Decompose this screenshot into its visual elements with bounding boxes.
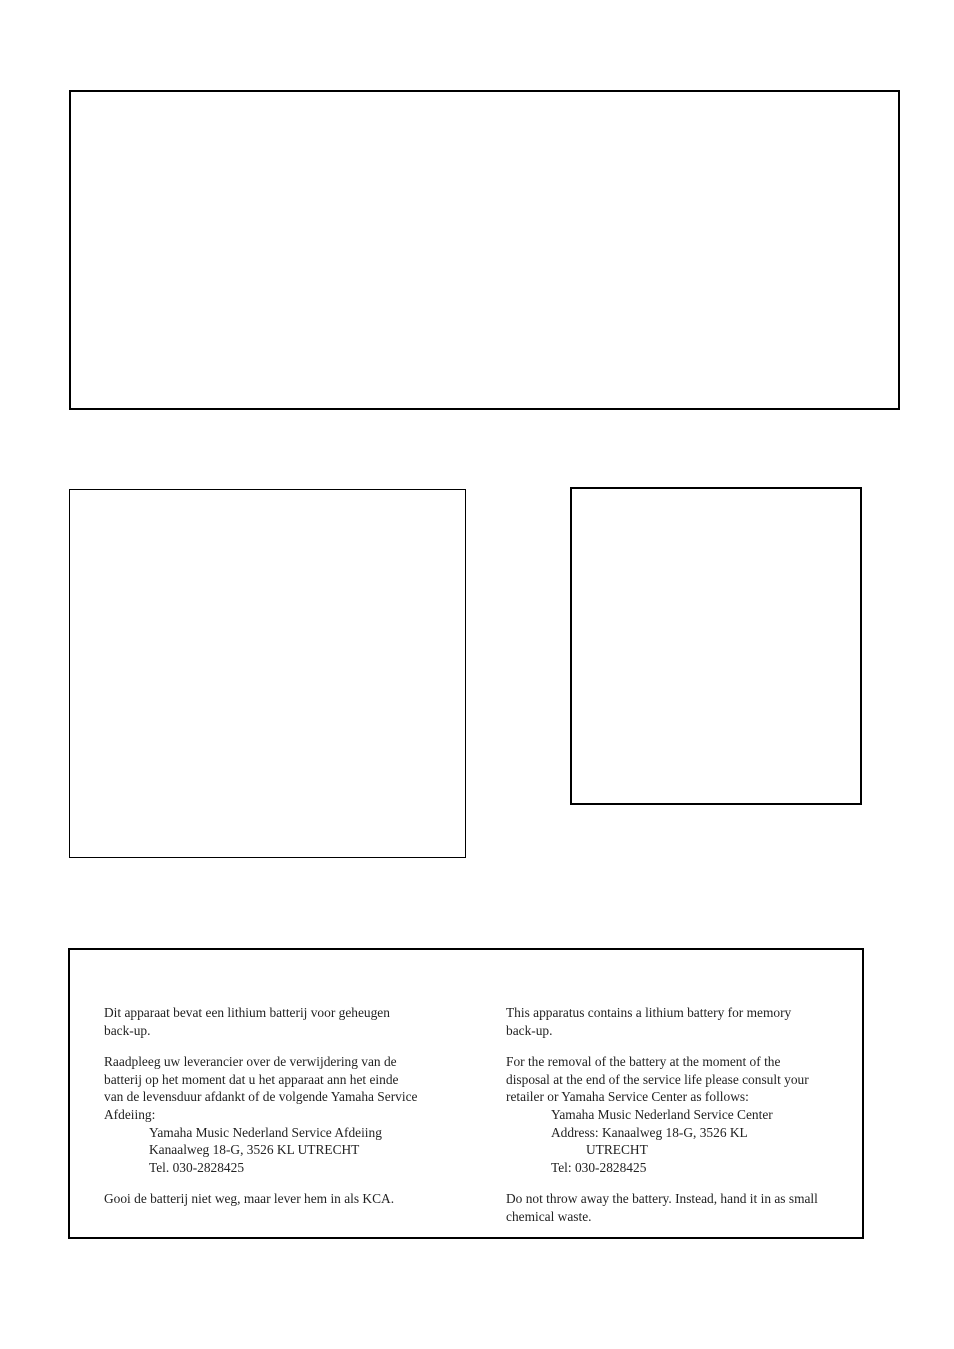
english-paragraph-2 <box>506 1053 856 1176</box>
text-line: van de levensduur afdankt of de volgende Yamaha Service <box>104 1089 418 1105</box>
text-line: chemical waste. <box>506 1208 592 1224</box>
battery-notice-dutch <box>104 1004 454 1222</box>
address-line: Yamaha Music Nederland Service Center <box>551 1106 773 1122</box>
text-line: Raadpleeg uw leverancier over de verwijdering van de <box>104 1054 397 1070</box>
text-line: This apparatus contains a lithium battery for memory <box>506 1005 792 1020</box>
top-frame <box>69 90 900 410</box>
text-line: Afdeiing: <box>104 1106 156 1122</box>
english-paragraph-1 <box>506 1004 856 1039</box>
text-line: Dit apparaat bevat een lithium batterij voor geheugen <box>104 1005 390 1020</box>
dutch-paragraph-1 <box>104 1004 454 1039</box>
text-line: back-up. <box>104 1022 151 1038</box>
text-line: Do not throw away the battery. Instead, hand it in as small <box>506 1191 818 1207</box>
text-line: retailer or Yamaha Service Center as follows: <box>506 1089 749 1105</box>
dutch-paragraph-2 <box>104 1053 454 1176</box>
english-paragraph-3 <box>506 1190 856 1225</box>
middle-right-frame <box>570 487 862 805</box>
text-line: disposal at the end of the service life please consult your <box>506 1071 809 1087</box>
address-line: Tel. 030-2828425 <box>149 1159 245 1175</box>
text-line: batterij op het moment dat u het apparaat ann het einde <box>104 1071 399 1087</box>
address-line: Address: Kanaalweg 18-G, 3526 KL <box>551 1124 748 1140</box>
text-line: For the removal of the battery at the moment of the <box>506 1054 781 1070</box>
text-line: back-up. <box>506 1022 553 1038</box>
address-line: UTRECHT <box>586 1142 648 1158</box>
address-line: Tel: 030-2828425 <box>551 1159 647 1175</box>
address-line: Yamaha Music Nederland Service Afdeiing <box>149 1124 382 1140</box>
dutch-paragraph-3 <box>104 1190 454 1208</box>
text-line: Gooi de batterij niet weg, maar lever hem in als KCA. <box>104 1191 395 1207</box>
battery-notice-english <box>506 1004 856 1240</box>
middle-left-frame <box>69 489 466 858</box>
address-line: Kanaalweg 18-G, 3526 KL UTRECHT <box>149 1142 360 1158</box>
